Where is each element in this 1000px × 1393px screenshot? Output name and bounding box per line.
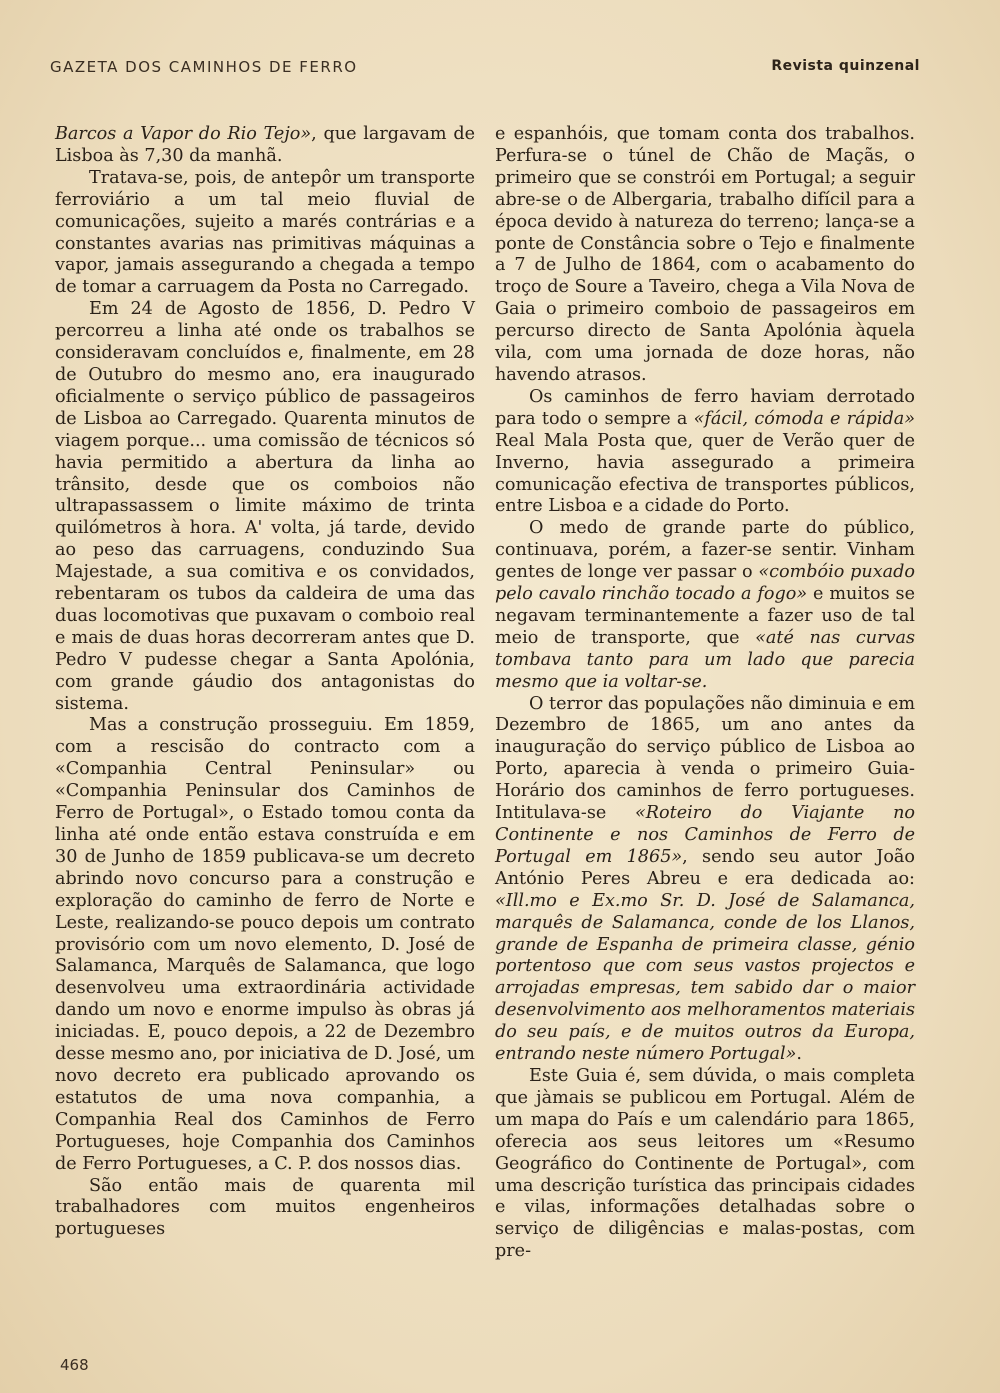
left-p1-text: , que largavam de Lisboa às 7,30 da manhã. (55, 124, 475, 166)
left-paragraph-1 (55, 124, 475, 168)
right-paragraph-4 (495, 694, 915, 1066)
right-p4-italic-2: «Ill.mo e Ex.mo Sr. D. José de Salamanca, marquês de Salamanca, conde de los Llanos, grande de Espanha de primeira classe, génio portentoso que com seus vastos projectos e arrojadas empresas, tem sabido dar o maior desenvolvimento aos melhoramentos materiais do seu país, e de muitos outros da Europa, entrando neste número Portugal» (495, 890, 915, 1065)
right-p4-italic-1: «Roteiro do Viajante no Continente e nos Caminhos de Ferro de Portugal em 1865» (495, 803, 915, 867)
right-p4-text-b: , sendo seu autor João António Peres Abreu e era dedicada ao: (495, 846, 915, 889)
right-p2-text-b: Real Mala Posta que, quer de Verão quer de Inverno, havia assegurado a primeira comunicação efectiva de transportes públicos, entre Lisboa e a cidade do Porto. (495, 430, 915, 517)
right-p4-text-c: . (796, 1044, 802, 1065)
right-paragraph-2 (495, 387, 915, 518)
left-paragraph-4: Mas a construção prosseguiu. Em 1859, com a rescisão do contracto com a «Companhia Central Peninsular» ou «Companhia Peninsular dos Caminhos de Ferro de Portugal», o Estado tomou conta da linha até onde então estava construída e em 30 de Junho de 1859 publicava-se um decreto abrindo novo concurso para a construção e exploração do caminho de ferro de Norte e Leste, realizando-se pouco depois um contrato provisório com um novo elemento, D. José de Salamanca, Marquês de Salamanca, que logo desenvolveu uma extraordinária actividade dando um novo e enorme impulso às obras já iniciadas. E, pouco depois, a 22 de Dezembro desse mesmo ano, por iniciativa de D. José, um novo decreto era publicado aprovando os estatutos de uma nova companhia, a Companhia Real dos Caminhos de Ferro Portugueses, hoje Companhia dos Caminhos de Ferro Portugueses, a C. P. dos nossos dias. (55, 715, 475, 1174)
right-p2-italic: «fácil, cómoda e rápida» (693, 408, 916, 429)
right-p3-italic-1: «combóio puxado pelo cavalo rinchão tocado a fogo» (495, 562, 915, 605)
right-paragraph-1: e espanhóis, que tomam conta dos trabalhos. Perfura-se o túnel de Chão de Maçãs, o primeiro que se constrói em Portugal; a seguir abre-se o de Albergaria, trabalho difícil para a época devido à natureza do terreno; lança-se a ponte de Constância sobre o Tejo e finalmente a 7 de Julho de 1864, com o acabamento do troço de Soure a Taveiro, chega a Vila Nova de Gaia o primeiro comboio de passageiros em percurso directo de Santa Apolónia àquela vila, com uma jornada de doze horas, não havendo atrasos. (495, 124, 915, 385)
right-paragraph-3 (495, 518, 915, 693)
right-paragraph-5: Este Guia é, sem dúvida, o mais completa que jàmais se publicou em Portugal. Além de um mapa do País e um calendário para 1865, oferecia aos seus leitores um «Resumo Geográfico do Continente de Portugal», com uma descrição turística das principais cidades e vilas, informações detalhadas sobre o serviço de diligências e malas-postas, com pre- (495, 1065, 915, 1262)
right-column (495, 124, 915, 1263)
left-p1-italic: Barcos a Vapor do Rio Tejo» (55, 124, 312, 144)
left-column (55, 124, 475, 1241)
journal-title: GAZETA DOS CAMINHOS DE FERRO (50, 58, 358, 76)
journal-frequency: Revista quinzenal (771, 58, 920, 74)
right-p3-text-a: O medo de grande parte do público, continuava, porém, a fazer-se sentir. Vinham gentes de longe ver passar o (495, 518, 915, 583)
left-paragraph-3: Em 24 de Agosto de 1856, D. Pedro V percorreu a linha até onde os trabalhos se consideravam concluídos e, finalmente, em 28 de Outubro do mesmo ano, era inaugurado oficialmente o serviço público de passageiros de Lisboa ao Carregado. Quarenta minutos de viagem porque... uma comissão de técnicos só havia permitido a abertura da linha ao trânsito, desde que os comboios não ultrapassassem o limite máximo de trinta quilómetros à hora. A' volta, já tarde, devido ao peso das carruagens, conduzindo Sua Majestade, a sua comitiva e os convidados, rebentaram os tubos da caldeira de uma das duas locomotivas que puxavam o comboio real e mais de duas horas decorreram antes que D. Pedro V pudesse chegar a Santa Apolónia, com grande gáudio dos antagonistas do sistema. (55, 299, 475, 714)
left-paragraph-5: São então mais de quarenta mil trabalhadores com muitos engenheiros portugueses (55, 1175, 475, 1240)
left-paragraph-2: Tratava-se, pois, de antepôr um transporte ferroviário a um tal meio fluvial de comunicações, sujeito a marés contrárias e a constantes avarias nas primitivas máquinas a vapor, jamais assegurando a chegada a tempo de tomar a carruagem da Posta no Carregado. (55, 167, 475, 298)
page-number: 468 (60, 1356, 89, 1374)
right-p4-text-a: O terror das populações não diminuia e em Dezembro de 1865, um ano antes da inauguração do serviço público de Lisboa ao Porto, aparecia à venda o primeiro Guia-Horário dos caminhos de ferro portugueses. Intitulava-se (495, 693, 916, 824)
right-p3-text-b: e muitos se negavam terminantemente a fazer uso de tal meio de transporte, que (495, 584, 915, 648)
right-p2-text-a: Os caminhos de ferro haviam derrotado para todo o sempre a (495, 386, 915, 429)
right-p3-italic-2: «até nas curvas tombava tanto para um lado que parecia mesmo que ia voltar-se. (495, 627, 915, 692)
